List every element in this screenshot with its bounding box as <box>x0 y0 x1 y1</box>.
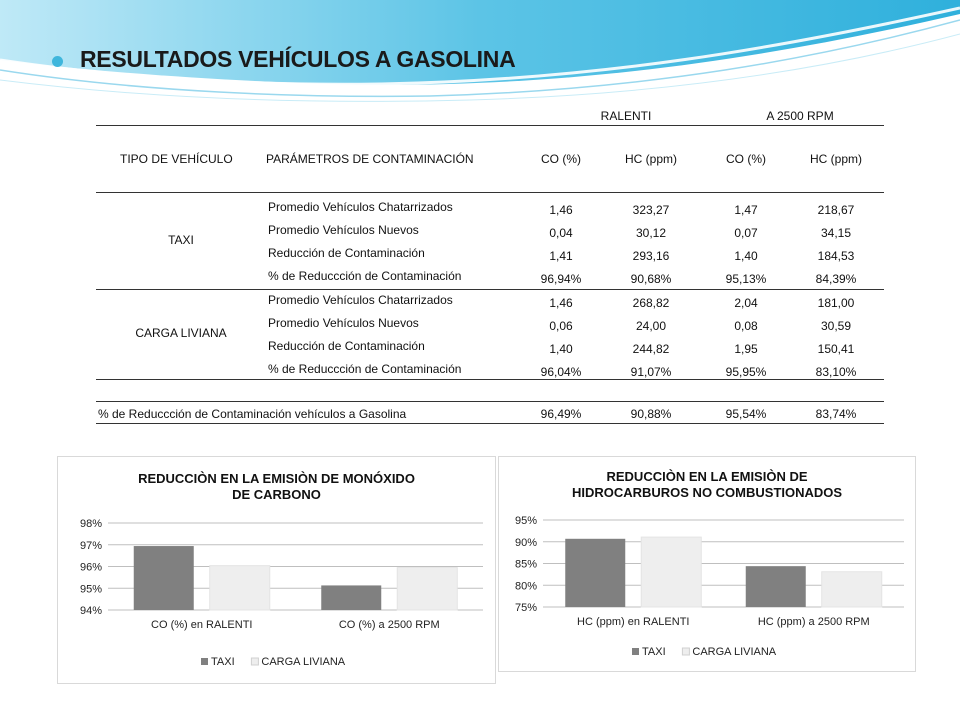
table-cell: Reducción de Contaminación <box>268 339 425 353</box>
table-cell: 2,04 <box>734 296 758 310</box>
bar-carga-liviana <box>210 566 270 610</box>
x-category-label: CO (%) en RALENTI <box>151 619 253 631</box>
table-rule <box>96 423 884 424</box>
bar-carga-liviana <box>822 572 882 607</box>
table-cell: 0,07 <box>734 226 758 240</box>
hc-chart-title-line2: HIDROCARBUROS NO COMBUSTIONADOS <box>571 485 843 500</box>
table-cell: 1,41 <box>549 249 573 263</box>
co-chart-panel <box>57 456 496 684</box>
table-cell: 95,54% <box>725 407 767 421</box>
legend-swatch <box>201 658 208 665</box>
table-cell: 1,46 <box>549 203 573 217</box>
table-cell: 34,15 <box>820 226 852 240</box>
table-cell: 96,94% <box>540 272 582 286</box>
table-cell: 1,40 <box>734 249 758 263</box>
title-bullet-icon <box>52 56 63 67</box>
co-chart-title-line1: REDUCCIÒN EN LA EMISIÒN DE MONÓXIDO <box>138 471 415 486</box>
table-cell: 244,82 <box>632 342 670 356</box>
table-cell: 95,13% <box>725 272 767 286</box>
table-cell: 0,06 <box>549 319 573 333</box>
table-cell: % de Reduccción de Contaminación <box>268 362 462 376</box>
table-cell: 83,74% <box>815 407 857 421</box>
table-cell: 96,04% <box>540 365 582 379</box>
bar-carga-liviana <box>641 537 701 607</box>
table-cell: Promedio Vehículos Chatarrizados <box>268 293 453 307</box>
table-cell: 0,08 <box>734 319 758 333</box>
y-tick-label: 75% <box>514 602 537 614</box>
header-hc-ralenti: HC (ppm) <box>624 152 677 166</box>
table-cell: 293,16 <box>632 249 670 263</box>
header-co-2500: CO (%) <box>726 152 766 166</box>
table-rule <box>96 125 884 126</box>
y-tick-label: 96% <box>79 561 102 574</box>
table-rule <box>96 401 884 402</box>
hc-chart-title-line1: REDUCCIÒN EN LA EMISIÒN DE <box>606 469 808 484</box>
y-tick-label: 98% <box>79 518 102 530</box>
group-label-carga-liviana: CARGA LIVIANA <box>135 326 227 340</box>
table-cell: 90,68% <box>630 272 672 286</box>
legend-swatch <box>682 648 689 655</box>
bar-taxi <box>746 566 806 607</box>
y-tick-label: 80% <box>514 580 537 593</box>
bar-taxi <box>321 585 381 610</box>
y-tick-label: 97% <box>79 539 102 552</box>
group-label-taxi: TAXI <box>168 233 194 247</box>
legend-swatch <box>251 658 258 665</box>
x-category-label: HC (ppm) a 2500 RPM <box>757 616 870 628</box>
table-cell: 84,39% <box>815 272 857 286</box>
x-category-label: CO (%) a 2500 RPM <box>338 619 440 631</box>
table-cell: 1,40 <box>549 342 573 356</box>
table-cell: 268,82 <box>632 296 670 310</box>
legend-label: TAXI <box>211 656 235 668</box>
table-cell: 1,95 <box>734 342 758 356</box>
table-cell: Promedio Vehículos Nuevos <box>268 223 419 237</box>
table-cell: 181,00 <box>817 296 855 310</box>
x-category-label: HC (ppm) en RALENTI <box>577 616 690 628</box>
table-cell: 184,53 <box>817 249 855 263</box>
header-parameters: PARÁMETROS DE CONTAMINACIÓN <box>266 152 474 166</box>
table-cell: Reducción de Contaminación <box>268 246 425 260</box>
table-cell: 0,04 <box>549 226 573 240</box>
table-cell: 30,12 <box>635 226 667 240</box>
co-chart-plot <box>58 457 495 683</box>
hc-chart-plot <box>499 457 915 671</box>
table-cell: 96,49% <box>540 407 582 421</box>
y-tick-label: 95% <box>79 583 102 596</box>
table-cell: 95,95% <box>725 365 767 379</box>
table-cell: 323,27 <box>632 203 670 217</box>
header-hc-2500: HC (ppm) <box>809 152 862 166</box>
table-cell: 1,46 <box>549 296 573 310</box>
co-chart-title-line2: DE CARBONO <box>232 487 321 502</box>
table-cell: 150,41 <box>817 342 855 356</box>
table-rule <box>96 289 884 290</box>
header-group-ralenti: RALENTI <box>600 109 652 123</box>
bar-carga-liviana <box>397 568 457 610</box>
table-cell: 90,88% <box>630 407 672 421</box>
y-tick-label: 95% <box>514 515 537 527</box>
legend-label: CARGA LIVIANA <box>261 656 346 668</box>
table-cell: 1,47 <box>734 203 758 217</box>
hc-chart-panel <box>498 456 916 672</box>
table-cell: % de Reduccción de Contaminación <box>268 269 462 283</box>
table-cell: 218,67 <box>817 203 855 217</box>
legend-label: CARGA LIVIANA <box>692 646 777 658</box>
legend-swatch <box>632 648 639 655</box>
header-co-ralenti: CO (%) <box>541 152 581 166</box>
y-tick-label: 90% <box>514 536 537 549</box>
summary-label: % de Reduccción de Contaminación vehículos a Gasolina <box>98 407 407 421</box>
bar-taxi <box>565 539 625 607</box>
table-cell: 30,59 <box>820 319 852 333</box>
table-rule <box>96 379 884 380</box>
slide-title: RESULTADOS VEHÍCULOS A GASOLINA <box>80 46 516 72</box>
table-cell: Promedio Vehículos Nuevos <box>268 316 419 330</box>
y-tick-label: 85% <box>514 558 537 571</box>
legend-label: TAXI <box>642 646 666 658</box>
table-cell: 91,07% <box>630 365 672 379</box>
header-vehicle-type: TIPO DE VEHÍCULO <box>120 152 233 166</box>
table-rule <box>96 192 884 193</box>
table-cell: Promedio Vehículos Chatarrizados <box>268 200 453 214</box>
table-cell: 24,00 <box>635 319 667 333</box>
header-group-2500: A 2500 RPM <box>766 109 834 123</box>
bar-taxi <box>134 546 194 610</box>
y-tick-label: 94% <box>79 605 102 617</box>
table-cell: 83,10% <box>815 365 857 379</box>
